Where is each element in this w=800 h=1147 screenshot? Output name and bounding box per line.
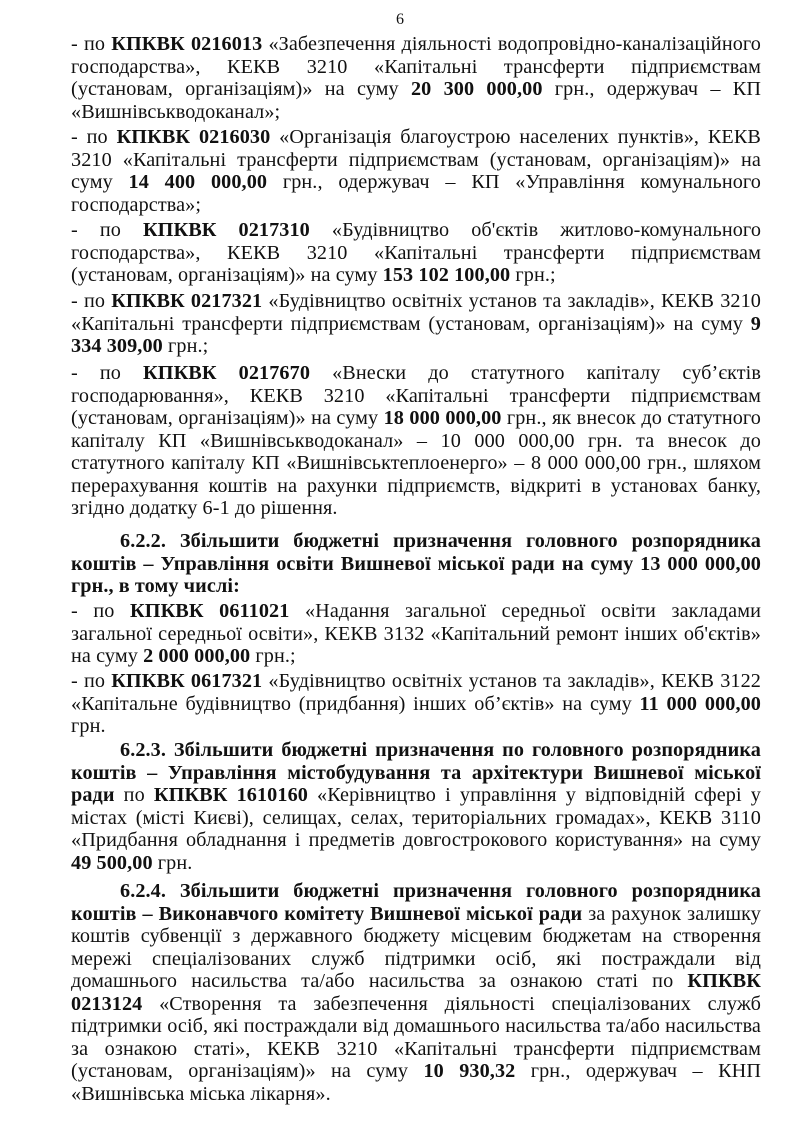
program-code: КПКВК 0217670 (143, 362, 311, 384)
section-6-2-4 (71, 880, 761, 1105)
item-amount: 153 102 100,00 (382, 264, 511, 286)
item-prefix: - по (71, 600, 131, 622)
item-amount: 49 500,00 (71, 851, 153, 874)
item-amount: 18 000 000,00 (383, 407, 502, 429)
program-code: КПКВК 0216013 (111, 33, 263, 55)
budget-item-0217310 (71, 219, 761, 287)
item-amount: 10 930,32 (423, 1060, 516, 1082)
item-text-continued: «Створення та забезпечення діяльності спеціалізованих служб підтримки осіб, які постраждали від домашнього насильства та/або насильства за ознакою статі», КЕКВ 3210 «Капітальні трансферти підприємствам (установам, організаціям)» на суму (71, 992, 761, 1082)
program-code: КПКВК 1610160 (153, 784, 308, 806)
item-suffix: грн., як внесок до статутного капіталу КП «Вишнівськводоканал» – 10 000 000,00 грн. та внесок до статутного капіталу КП «Вишнівськтеплоенерго» – 8 000 000,00 грн., шляхом перерахування коштів на рахунки підприємств, відкриті в установах банку, згідно додатку 6-1 до рішення. (71, 407, 761, 519)
program-code: КПКВК 0617321 (111, 670, 263, 692)
item-amount: 9 334 309,00 (71, 312, 761, 357)
program-code: КПКВК 0216030 (116, 126, 271, 148)
page-number: 6 (396, 11, 404, 28)
section-heading-text: 6.2.3. Збільшити бюджетні призначення по головного розпорядника коштів – Управління містобудування та архітектури Вишневої міської ради (71, 739, 761, 806)
item-suffix: грн., одержувач – КНП «Вишнівська міська лікарня». (71, 1060, 761, 1105)
budget-item-0216013 (71, 33, 761, 123)
item-amount: 11 000 000,00 (639, 692, 761, 715)
item-suffix: грн. (152, 851, 193, 874)
item-prefix: по (114, 784, 154, 806)
program-code: КПКВК 0611021 (130, 600, 290, 622)
section-heading-text: 6.2.2. Збільшити бюджетні призначення головного розпорядника коштів – Управління освіти Вишневої міської ради на суму 13 000 000,00 грн., в тому числі: (71, 530, 761, 597)
item-suffix: грн.; (162, 335, 209, 357)
program-code: КПКВК 0217310 (142, 219, 310, 241)
program-code: КПКВК 0213124 (71, 970, 761, 1015)
item-suffix: грн., одержувач – КП «Вишнівськводоканал»; (71, 78, 761, 123)
item-prefix: - по (71, 219, 143, 241)
item-text: «Забезпечення діяльності водопровідно-каналізаційного господарства», КЕКВ 3210 «Капітальні трансферти підприємствам (установам, організаціям)» на суму (71, 33, 761, 100)
item-prefix: - по (71, 362, 144, 384)
item-text: «Будівництво об'єктів житлово-комунального господарства», КЕКВ 3210 «Капітальні трансферти підприємствам (установам, організаціям)» на суму (71, 219, 762, 286)
section-heading-text: 6.2.4. Збільшити бюджетні призначення головного розпорядника коштів – Виконавчого комітету Вишневої міської ради (71, 880, 761, 925)
item-text: «Будівництво освітніх установ та закладів», КЕКВ 3122 «Капітальне будівництво (придбання) інших об’єктів» на суму (71, 670, 761, 715)
item-amount: 2 000 000,00 (143, 645, 251, 667)
item-text: «Будівництво освітніх установ та закладів», КЕКВ 3210 «Капітальні трансферти підприємствам (установам, організаціям)» на суму (71, 290, 761, 335)
item-amount: 14 400 000,00 (128, 171, 268, 193)
item-suffix: грн.; (250, 645, 296, 667)
item-text: «Керівництво і управління у відповідній сфері у містах (місті Києві), селищах, селах, територіальних громадах», КЕКВ 3110 «Придбання обладнання і предметів довгострокового користування» на суму (71, 784, 761, 851)
item-prefix: - по (71, 290, 112, 312)
program-code: КПКВК 0217321 (111, 290, 263, 312)
budget-item-0217670 (71, 362, 761, 520)
section-6-2-3 (71, 739, 761, 874)
budget-item-0217321 (71, 290, 761, 358)
item-amount: 20 300 000,00 (410, 78, 543, 100)
section-6-2-2-heading (71, 530, 761, 598)
item-suffix: грн. (71, 715, 106, 737)
budget-item-0611021 (71, 600, 761, 668)
item-text: за рахунок залишку коштів субвенції з державного бюджету місцевим бюджетам на створення мережі спеціалізованих служб підтримки осіб, які постраждали від домашнього насильства та/або насильства за ознакою статі по (71, 902, 761, 992)
item-prefix: - по (71, 126, 117, 148)
budget-item-0216030 (71, 126, 761, 216)
item-text: «Організація благоустрою населених пунктів», КЕКВ 3210 «Капітальні трансферти підприємствам (установам, організаціям)» на суму (71, 126, 761, 193)
item-prefix: - по (71, 33, 112, 55)
item-suffix: грн., одержувач – КП «Управління комунального господарства»; (71, 171, 762, 216)
item-suffix: грн.; (510, 264, 556, 286)
item-text: «Надання загальної середньої освіти закладами загальної середньої освіти», КЕКВ 3132 «Капітальний ремонт інших об'єктів» на суму (71, 600, 761, 667)
budget-item-0617321 (71, 670, 761, 738)
item-prefix: - по (71, 670, 112, 692)
item-text: «Внески до статутного капіталу суб’єктів господарювання», КЕКВ 3210 «Капітальні трансферти підприємствам (установам, організаціям)» на суму (71, 362, 762, 429)
